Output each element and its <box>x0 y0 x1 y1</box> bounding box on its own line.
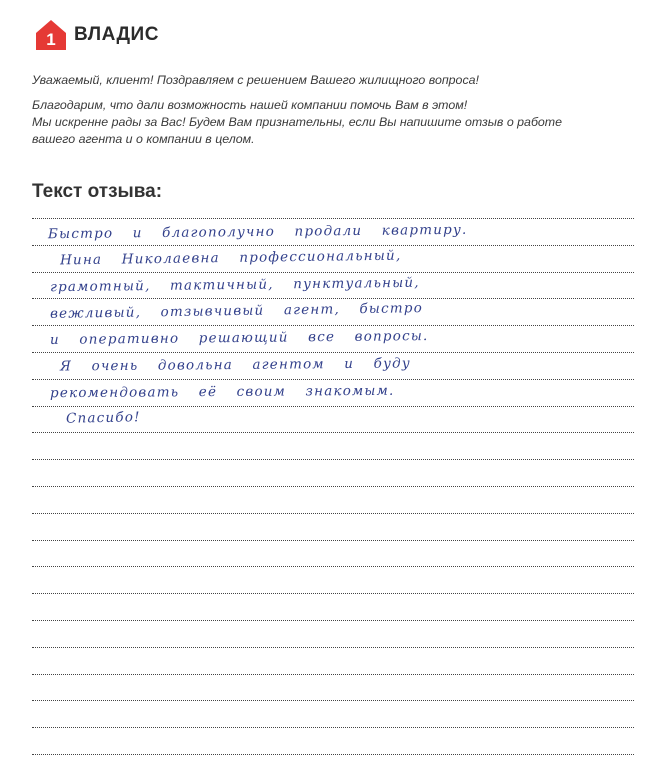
ruled-line <box>32 379 634 380</box>
ruled-line <box>32 674 634 675</box>
ruled-line <box>32 272 634 273</box>
ruled-line <box>32 513 634 514</box>
thanks-line-1: Благодарим, что дали возможность нашей компании помочь Вам в этом! <box>32 98 468 112</box>
thanks-line-2: Мы искренне рады за Вас! Будем Вам признательны, если Вы напишите отзыв о работе <box>32 115 563 129</box>
ruled-line <box>32 298 634 299</box>
ruled-line <box>32 325 634 326</box>
ruled-line <box>32 540 634 541</box>
ruled-line <box>32 432 634 433</box>
logo-digit: 1 <box>46 30 56 49</box>
ruled-line <box>32 459 634 460</box>
ruled-line <box>32 486 634 487</box>
handwritten-line-5: и оперативно решающий все вопросы. <box>49 328 429 348</box>
ruled-line <box>32 566 634 567</box>
review-writing-area <box>32 0 634 768</box>
ruled-line <box>32 245 634 246</box>
handwritten-line-8: Спасибо! <box>65 409 141 427</box>
ruled-line <box>32 218 634 219</box>
handwritten-line-2: Нина Николаевна профессиональный, <box>59 247 402 269</box>
handwritten-line-4: вежливый, отзывчивый агент, быстро <box>49 300 424 322</box>
ruled-line <box>32 620 634 621</box>
greeting-text: Уважаемый, клиент! Поздравляем с решением Вашего жилищного вопроса! <box>32 73 479 87</box>
ruled-line <box>32 700 634 701</box>
ruled-line <box>32 593 634 594</box>
handwritten-line-3: грамотный, тактичный, пунктуальный, <box>49 274 420 296</box>
handwritten-line-6: Я очень довольна агентом и буду <box>59 355 411 375</box>
ruled-line <box>32 647 634 648</box>
thanks-line-3: вашего агента и о компании в целом. <box>32 132 255 146</box>
ruled-line <box>32 352 634 353</box>
company-name: ВЛАДИС <box>74 24 159 45</box>
ruled-line <box>32 754 634 755</box>
ruled-line <box>32 406 634 407</box>
handwritten-line-1: Быстро и благополучно продали квартиру. <box>47 221 468 243</box>
review-title: Текст отзыва: <box>32 181 163 202</box>
ruled-line <box>32 727 634 728</box>
handwritten-line-7: рекомендовать её своим знакомым. <box>49 382 395 402</box>
